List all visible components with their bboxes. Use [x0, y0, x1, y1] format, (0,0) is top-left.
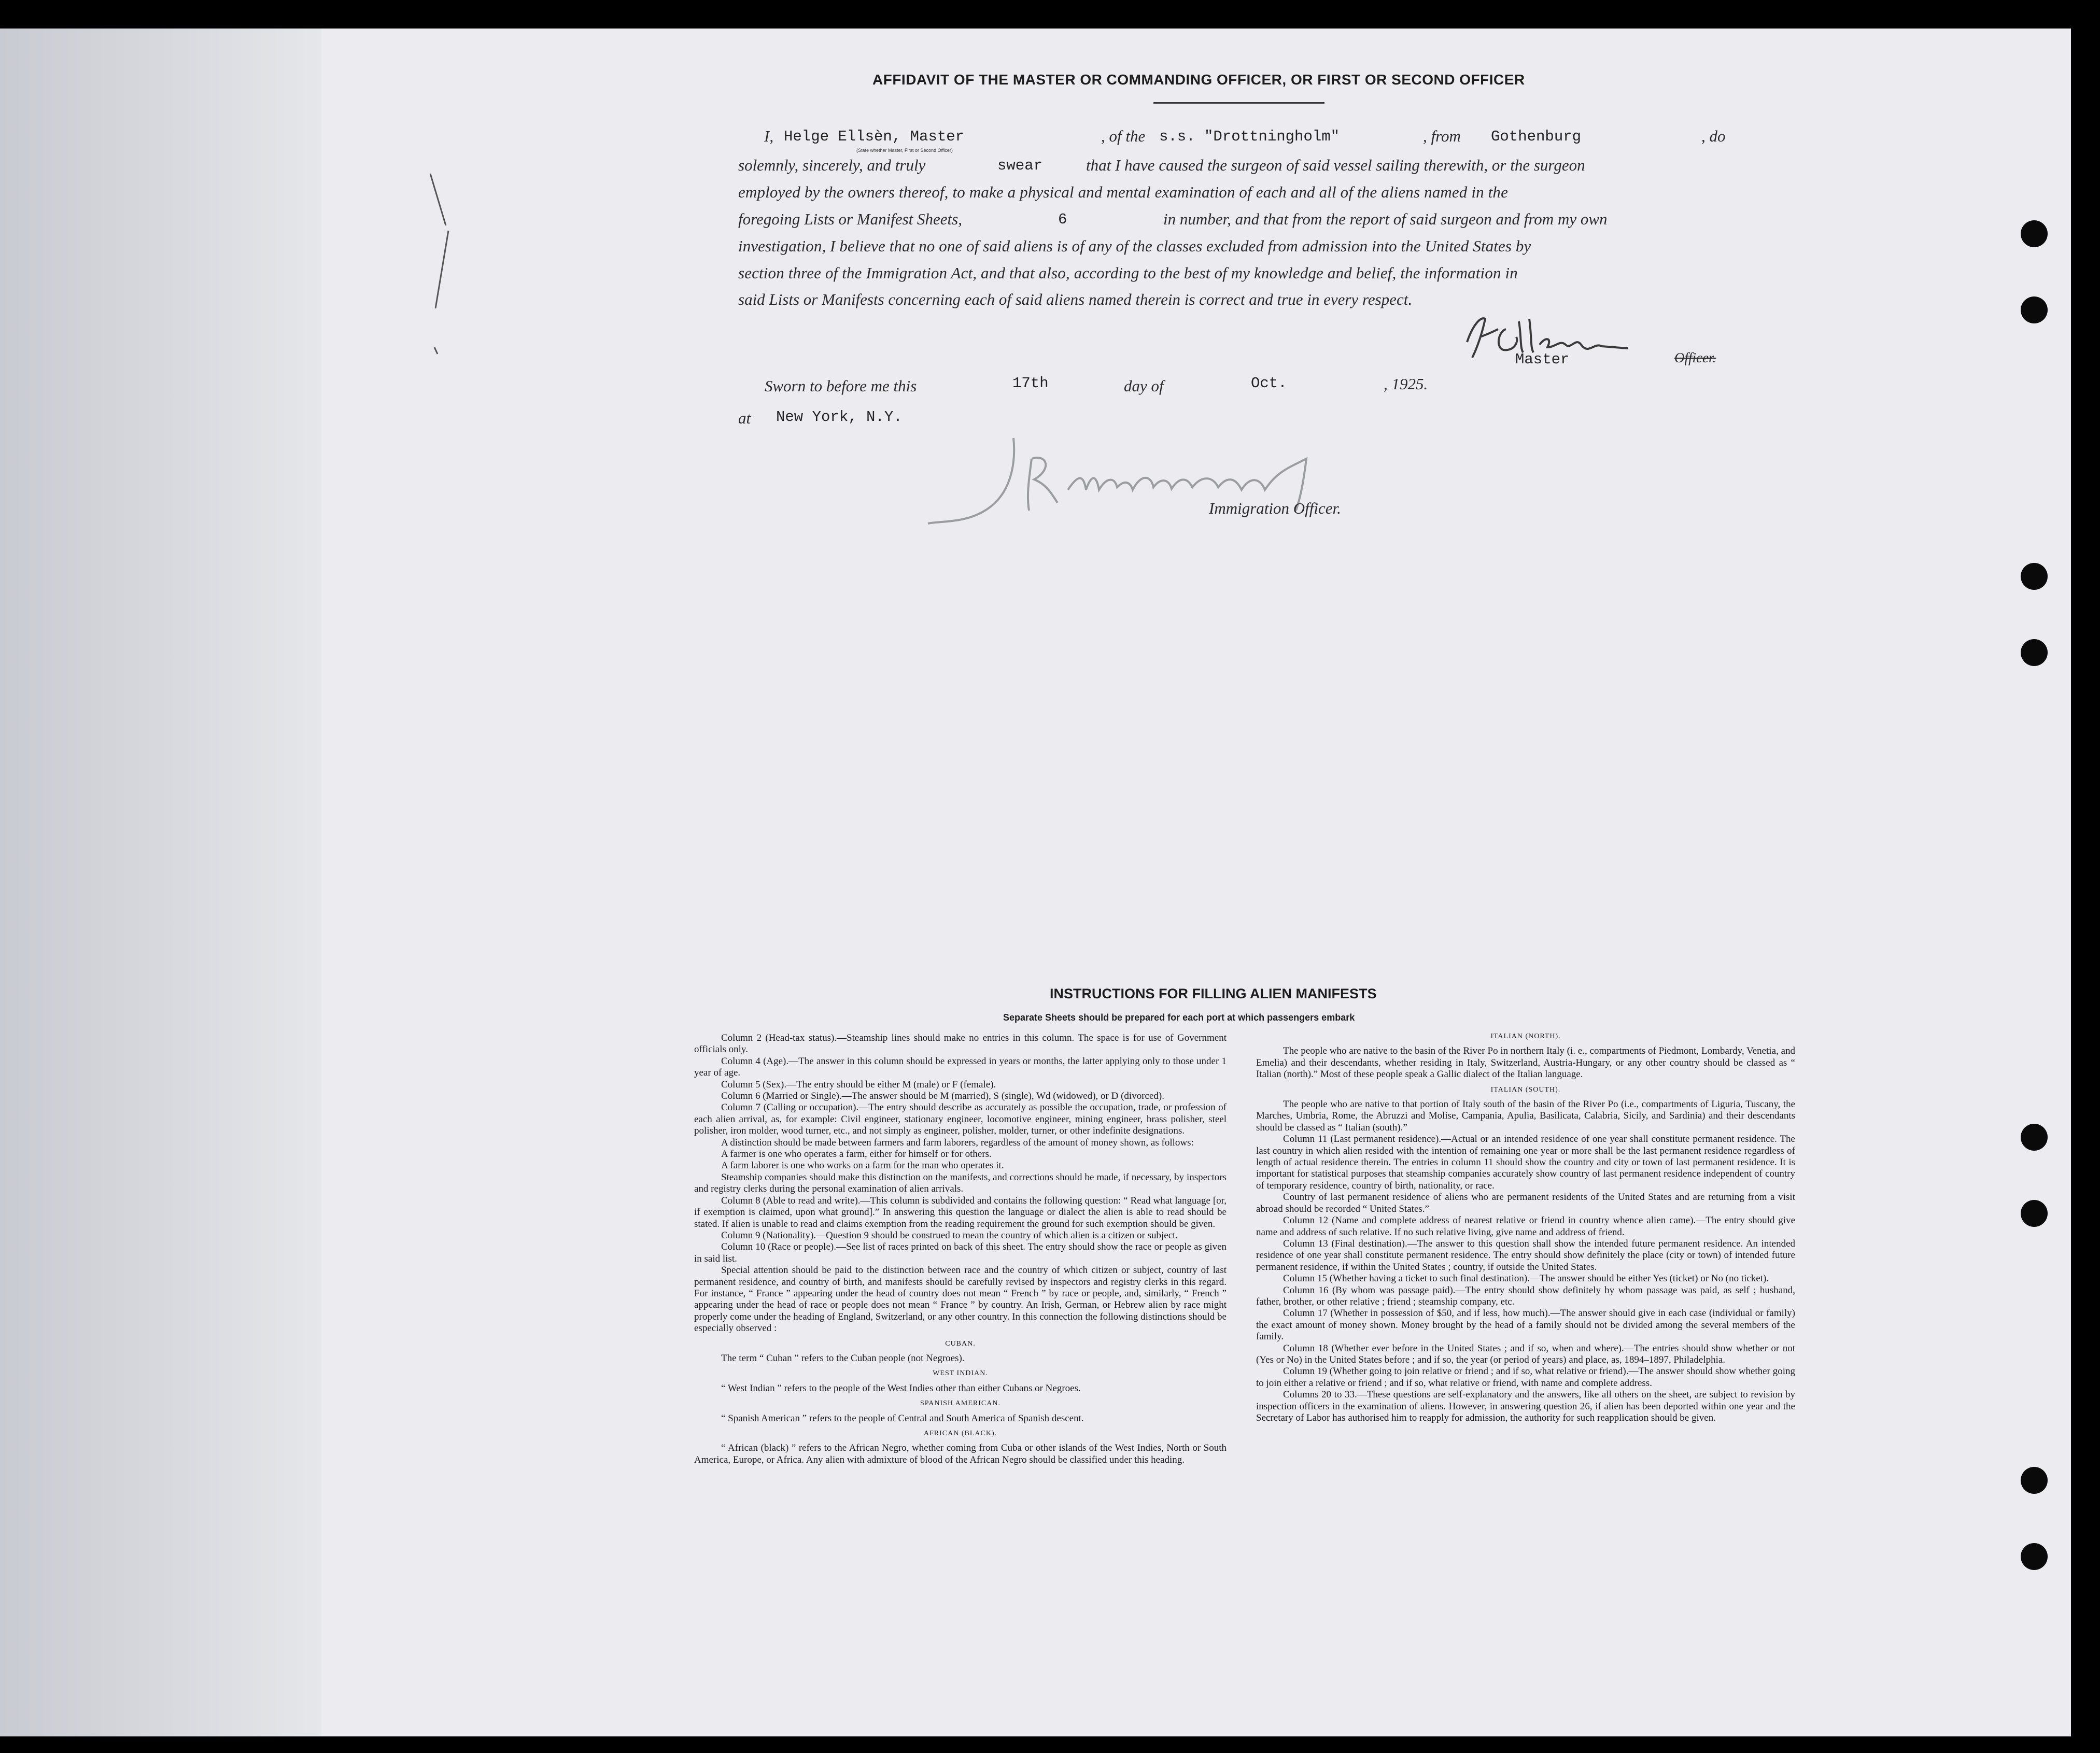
affidavit-line1-prefix: I, [764, 127, 774, 145]
instructions-paragraph: Column 16 (By whom was passage paid).—The entry should show definitely by whom passage was paid, as self ; husband, father, brother, or other relative ; friend ; steamship company, etc. [1256, 1284, 1795, 1307]
instructions-paragraph: Column 2 (Head-tax status).—Steamship lines should make no entries in this column. The space is for use of Government officials only. [694, 1033, 1227, 1055]
instructions-paragraph: The people who are native to that portion of Italy south of the basin of the River Po (i.e., compartments of Liguria, Tuscany, the Marches, Umbria, Rome, the Abruzzi and Molise, Campania, Apulia, Basilicata, Calabria, Sicily, and Sardinia) and their descendants should be classed as “ Italian (south).” [1256, 1099, 1795, 1133]
affidavit-line6: section three of the Immigration Act, and that also, according to the best of my knowledge and belief, the information in [738, 264, 1518, 282]
instructions-paragraph: Column 10 (Race or people).—See list of races printed on back of this sheet. The entry should show the race or people as given in said list. [694, 1241, 1227, 1264]
instructions-paragraph: Column 4 (Age).—The answer in this column should be expressed in years or months, the latter applying only to those under 1 year of age. [694, 1055, 1227, 1079]
affidavit-line5: investigation, I believe that no one of said aliens is of any of the classes excluded from admission into the United States by [738, 237, 1531, 255]
instructions-paragraph: “ Spanish American ” refers to the people of Central and South America of Spanish descent. [721, 1412, 1084, 1424]
punch-hole [2021, 1467, 2048, 1494]
instructions-paragraph: Column 11 (Last permanent residence).—Actual or an intended residence of one year shall constitute permanent residence. The last country in which alien resided with the intention of remaining one year or more shall be the last permanent residence regardless of length of actual residence therein. The entries in column 11 should show the country and city or town of last permanent residence. It is important for statistical purposes that steamship companies accurately show country of last permanent residence independent of country of temporary residence, country of birth, nationality, or race. [1256, 1134, 1795, 1191]
instructions-heading: WEST INDIAN. [933, 1369, 988, 1378]
instructions-heading: CUBAN. [945, 1339, 976, 1348]
sworn-year: , 1925. [1384, 375, 1428, 393]
sworn-month: Oct. [1251, 375, 1287, 392]
instructions-heading: AFRICAN (BLACK). [923, 1430, 997, 1437]
instructions-paragraph: Special attention should be paid to the distinction between race and the country of which citizen or subject, country of last permanent residence, and country of birth, and manifests should be carefully revised by inspectors and registry clerks in this regard. For instance, “ France ” appearing under the head of country does not mean “ French ” by race or people, and, similarly, “ French ” appearing under the head of race or people does not mean “ France ” by country. An Irish, German, or Hebrew alien by race might properly come under the heading of England, Switzerland, or any other country. In this connection the following distinctions should be especially observed : [694, 1265, 1227, 1334]
instructions-paragraph: Column 5 (Sex).—The entry should be either M (male) or F (female). [721, 1079, 996, 1090]
sworn-place: New York, N.Y. [776, 408, 903, 426]
sworn-prefix: Sworn to before me this [765, 377, 917, 395]
punch-hole [2021, 563, 2048, 590]
oath-word: swear [997, 157, 1043, 174]
affidavit-line2-rest: that I have caused the surgeon of said vessel sailing therewith, or the surgeon [1086, 156, 1585, 174]
immigration-officer-label: Immigration Officer. [1209, 499, 1341, 517]
alien-count: 6 [1058, 211, 1067, 228]
affidavit-of-the: , of the [1101, 127, 1146, 145]
instructions-paragraph: Column 17 (Whether in possession of $50, and if less, how much).—The answer should give in each case (individual or family) the exact amount of money shown. Money brought by the head of a family should not be divided among the several members of the family. [1256, 1308, 1795, 1342]
instructions-paragraph: Column 7 (Calling or occupation).—The entry should describe as accurately as possible the occupation, trade, or profession of each alien arrival, as, for example: Civil engineer, stationary engineer, locomotive engineer, mining engineer, brass polisher, steel polisher, iron molder, wood turner, etc., and not simply as engineer, polisher, molder, turner, or other indefinite designations. [694, 1102, 1227, 1137]
instructions-left-column [694, 1033, 1227, 1466]
state-note: (State whether Master, First or Second Officer) [856, 148, 953, 153]
instructions-paragraph: Column 6 (Married or Single).—The answer should be M (married), S (single), Wd (widowed), or D (divorced). [721, 1091, 1164, 1102]
punch-hole [2021, 1200, 2048, 1227]
instructions-paragraph: “ African (black) ” refers to the African Negro, whether coming from Cuba or other islands of the West Indies, North or South America, Europe, or Africa. Any alien with admixture of blood of the African Negro should be classified under this heading. [694, 1443, 1227, 1465]
instructions-paragraph: Columns 20 to 33.—These questions are self-explanatory and the answers, like all others on the sheet, are subject to revision by inspection officers in the examination of aliens. However, in answering question 26, if alien has been deported within one year and the Secretary of Labor has authorised him to reapply for admission, the authority for such reapplication should be given. [1256, 1389, 1795, 1423]
instructions-heading: SPANISH AMERICAN. [920, 1399, 1000, 1408]
instructions-paragraph: Steamship companies should make this distinction on the manifests, and corrections should be made, if necessary, by inspectors and registry clerks during the personal examination of alien arrivals. [694, 1171, 1227, 1195]
instructions-heading: ITALIAN (NORTH). [1490, 1033, 1561, 1040]
instructions-paragraph: Column 8 (Able to read and write).—This column is subdivided and contains the following question: “ Read what language [or, if exemption is claimed, upon what ground].” In answering this question the language or dialect the alien is able to read should be stated. If alien is unable to read and claims exemption from the reading requirement the ground for such exemption should be given. [694, 1195, 1227, 1229]
immigration-officer-signature [923, 433, 1389, 536]
instructions-paragraph: Column 19 (Whether going to join relative or friend ; and if so, what relative or friend).—The answer should show whether going to join either a relative or friend ; and if so, what relative or friend, with name and complete address. [1256, 1366, 1795, 1389]
officer-label: Officer. [1674, 350, 1716, 365]
punch-hole [2021, 296, 2048, 323]
punch-hole [2021, 220, 2048, 247]
instructions-paragraph: A farmer is one who operates a farm, either for himself or for others. [721, 1149, 992, 1160]
document-page [0, 29, 2071, 1736]
vessel-name: s.s. "Drottningholm" [1159, 128, 1340, 145]
affidavit-title: AFFIDAVIT OF THE MASTER OR COMMANDING OFFICER, OR FIRST OR SECOND OFFICER [872, 72, 1525, 88]
affidavit-line7: said Lists or Manifests concerning each of said aliens named therein is correct and true in every respect. [738, 290, 1413, 308]
instructions-paragraph: Country of last permanent residence of aliens who are permanent residents of the United States and are returning from a visit abroad should be recorded “ United States.” [1256, 1192, 1795, 1214]
instructions-paragraph: A farm laborer is one who works on a farm for the man who operates it. [721, 1160, 1004, 1171]
instructions-paragraph: Column 12 (Name and complete address of nearest relative or friend in country whence alien came).—The entry should give name and address of such relative. If no such relative living, give name and address of friend. [1256, 1215, 1795, 1238]
master-name: Helge Ellsèn, Master [784, 128, 965, 145]
instructions-paragraph: The term “ Cuban ” refers to the Cuban people (not Negroes). [721, 1352, 965, 1364]
affidavit-line4-prefix: foregoing Lists or Manifest Sheets, [738, 210, 962, 228]
instructions-paragraph: Column 18 (Whether ever before in the United States ; and if so, when and where).—The entries should show whether or not (Yes or No) in the United States before ; and if so, the year (or period of years) and place, as, 1894–1897, Philadelphia. [1256, 1342, 1795, 1365]
page-shadow [0, 29, 321, 1736]
affidavit-line4-rest: in number, and that from the report of said surgeon and from my own [1163, 210, 1608, 228]
punch-hole [2021, 639, 2048, 666]
sworn-day: 17th [1012, 375, 1049, 392]
at-prefix: at [738, 409, 751, 427]
instructions-paragraph: Column 15 (Whether having a ticket to such final destination).—The answer should be either Yes (ticket) or No (no ticket). [1283, 1273, 1769, 1284]
signature-role: Master [1515, 351, 1570, 368]
instructions-paragraph: A distinction should be made between farmers and farm laborers, regardless of the amount of money shown, as follows: [721, 1137, 1194, 1148]
sworn-day-of: day of [1124, 377, 1164, 395]
affidavit-line3: employed by the owners thereof, to make a physical and mental examination of each and all of the aliens named in the [738, 183, 1508, 201]
title-rule [1153, 102, 1324, 104]
affidavit-from: , from [1423, 127, 1461, 145]
instructions-paragraph: Column 13 (Final destination).—The answer to this question shall show the intended future permanent residence. An intended residence of one year shall constitute permanent residence. The entry should show definitely the place (city or town) of intended future permanent residence, if within the United States ; country, if outside the United States. [1256, 1238, 1795, 1273]
punch-hole [2021, 1543, 2048, 1570]
instructions-heading: ITALIAN (SOUTH). [1490, 1085, 1561, 1094]
margin-pencil-marks [425, 143, 456, 360]
punch-hole [2021, 1124, 2048, 1151]
affidavit-do: , do [1701, 127, 1726, 145]
affidavit-line2-prefix: solemnly, sincerely, and truly [738, 156, 926, 174]
instructions-paragraph: Column 9 (Nationality).—Question 9 should be construed to mean the country of which alien is a citizen or subject. [721, 1229, 1178, 1241]
departure-port: Gothenburg [1491, 128, 1582, 145]
instructions-paragraph: The people who are native to the basin of the River Po in northern Italy (i. e., compartments of Piedmont, Lombardy, Venetia, and Emelia) and their descendants, whether residing in Italy, Switzerland, Austria-Hungary, or any other country should be classed as “ Italian (north).” Most of these people speak a Gallic dialect of the Italian language. [1256, 1045, 1795, 1080]
instructions-paragraph: “ West Indian ” refers to the people of the West Indies other than either Cubans or Negroes. [721, 1382, 1081, 1394]
instructions-subtitle: Separate Sheets should be prepared for each port at which passengers embark [1003, 1012, 1355, 1023]
instructions-title: INSTRUCTIONS FOR FILLING ALIEN MANIFESTS [1050, 986, 1377, 1001]
instructions-right-column [1256, 1027, 1795, 1424]
